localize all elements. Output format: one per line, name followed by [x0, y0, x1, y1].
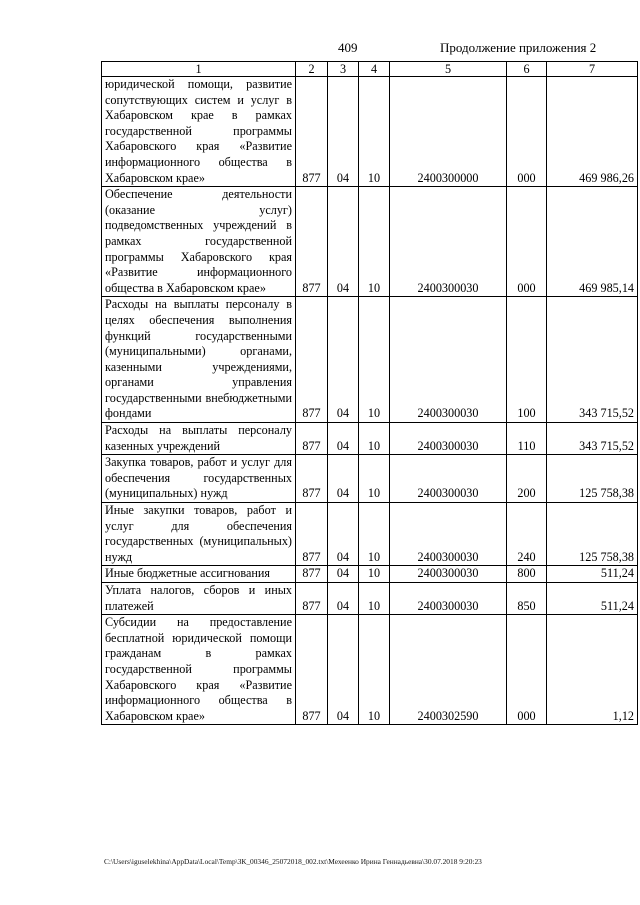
- row-type: 850: [507, 583, 547, 615]
- row-description: юридической помощи, развитие сопутствующих систем и услуг в Хабаровском крае в рамках государственной программы Хабаровского края «Развитие информационного общества в Хабаровском крае»: [102, 77, 296, 187]
- row-amount: 343 715,52: [547, 297, 638, 423]
- row-subsection: 10: [359, 583, 390, 615]
- row-target: 2400300030: [390, 187, 507, 297]
- column-header-4: 4: [359, 62, 390, 77]
- row-code: 877: [296, 583, 328, 615]
- row-type: 800: [507, 566, 547, 583]
- column-header-2: 2: [296, 62, 328, 77]
- row-target: 2400300030: [390, 503, 507, 566]
- column-header-3: 3: [328, 62, 359, 77]
- table-row: [102, 423, 638, 455]
- row-section: 04: [328, 566, 359, 583]
- row-type: 000: [507, 187, 547, 297]
- row-subsection: 10: [359, 77, 390, 187]
- row-target: 2400300030: [390, 583, 507, 615]
- table-row: [102, 297, 638, 423]
- column-header-7: 7: [547, 62, 638, 77]
- column-header-1: 1: [102, 62, 296, 77]
- budget-table: [101, 61, 638, 725]
- continuation-label: Продолжение приложения 2: [440, 40, 597, 55]
- row-section: 04: [328, 455, 359, 503]
- row-type: 100: [507, 297, 547, 423]
- row-section: 04: [328, 615, 359, 725]
- table-row: [102, 583, 638, 615]
- file-path-footer: C:\Users\iguselekhina\AppData\Local\Temp\ЗК_00346_25072018_002.txt\Мехеенко Ирина Геннадьевна\30.07.2018 9:20:23: [104, 857, 482, 866]
- row-target: 2400300030: [390, 566, 507, 583]
- row-section: 04: [328, 297, 359, 423]
- table-row: [102, 503, 638, 566]
- row-description: Обеспечение деятельности (оказание услуг) подведомственных учреждений в рамках государственной программы Хабаровского края «Развитие информационного общества в Хабаровском крае»: [102, 187, 296, 297]
- row-subsection: 10: [359, 297, 390, 423]
- row-code: 877: [296, 566, 328, 583]
- row-description: Расходы на выплаты персоналу в целях обеспечения выполнения функций государственными (муниципальными) органами, казенными учреждениями, органами управления государственными внебюджетными фондами: [102, 297, 296, 423]
- row-code: 877: [296, 455, 328, 503]
- page-number: 409: [338, 40, 358, 55]
- row-code: 877: [296, 423, 328, 455]
- row-code: 877: [296, 297, 328, 423]
- row-description: Закупка товаров, работ и услуг для обеспечения государственных (муниципальных) нужд: [102, 455, 296, 503]
- row-description: Иные закупки товаров, работ и услуг для обеспечения государственных (муниципальных) нужд: [102, 503, 296, 566]
- row-subsection: 10: [359, 615, 390, 725]
- row-subsection: 10: [359, 423, 390, 455]
- row-section: 04: [328, 77, 359, 187]
- row-subsection: 10: [359, 566, 390, 583]
- row-code: 877: [296, 615, 328, 725]
- table-row: [102, 455, 638, 503]
- row-amount: 511,24: [547, 583, 638, 615]
- row-description: Субсидии на предоставление бесплатной юридической помощи гражданам в рамках государственной программы Хабаровского края «Развитие информационного общества в Хабаровском крае»: [102, 615, 296, 725]
- row-subsection: 10: [359, 503, 390, 566]
- row-code: 877: [296, 503, 328, 566]
- row-amount: 511,24: [547, 566, 638, 583]
- row-description: Уплата налогов, сборов и иных платежей: [102, 583, 296, 615]
- row-section: 04: [328, 503, 359, 566]
- row-amount: 469 985,14: [547, 187, 638, 297]
- row-amount: 1,12: [547, 615, 638, 725]
- row-target: 2400300030: [390, 455, 507, 503]
- table-row: [102, 187, 638, 297]
- row-target: 2400302590: [390, 615, 507, 725]
- row-type: 200: [507, 455, 547, 503]
- row-description: Расходы на выплаты персоналу казенных учреждений: [102, 423, 296, 455]
- table-row: [102, 77, 638, 187]
- row-amount: 125 758,38: [547, 503, 638, 566]
- row-target: 2400300000: [390, 77, 507, 187]
- row-amount: 125 758,38: [547, 455, 638, 503]
- row-subsection: 10: [359, 455, 390, 503]
- table-row: [102, 566, 638, 583]
- row-amount: 469 986,26: [547, 77, 638, 187]
- row-target: 2400300030: [390, 423, 507, 455]
- row-section: 04: [328, 423, 359, 455]
- header-row: [102, 62, 638, 77]
- row-description: Иные бюджетные ассигнования: [102, 566, 296, 583]
- row-target: 2400300030: [390, 297, 507, 423]
- row-subsection: 10: [359, 187, 390, 297]
- row-type: 000: [507, 615, 547, 725]
- row-type: 240: [507, 503, 547, 566]
- row-section: 04: [328, 187, 359, 297]
- row-section: 04: [328, 583, 359, 615]
- row-code: 877: [296, 187, 328, 297]
- column-header-6: 6: [507, 62, 547, 77]
- row-code: 877: [296, 77, 328, 187]
- row-type: 000: [507, 77, 547, 187]
- row-type: 110: [507, 423, 547, 455]
- column-header-5: 5: [390, 62, 507, 77]
- table-row: [102, 615, 638, 725]
- row-amount: 343 715,52: [547, 423, 638, 455]
